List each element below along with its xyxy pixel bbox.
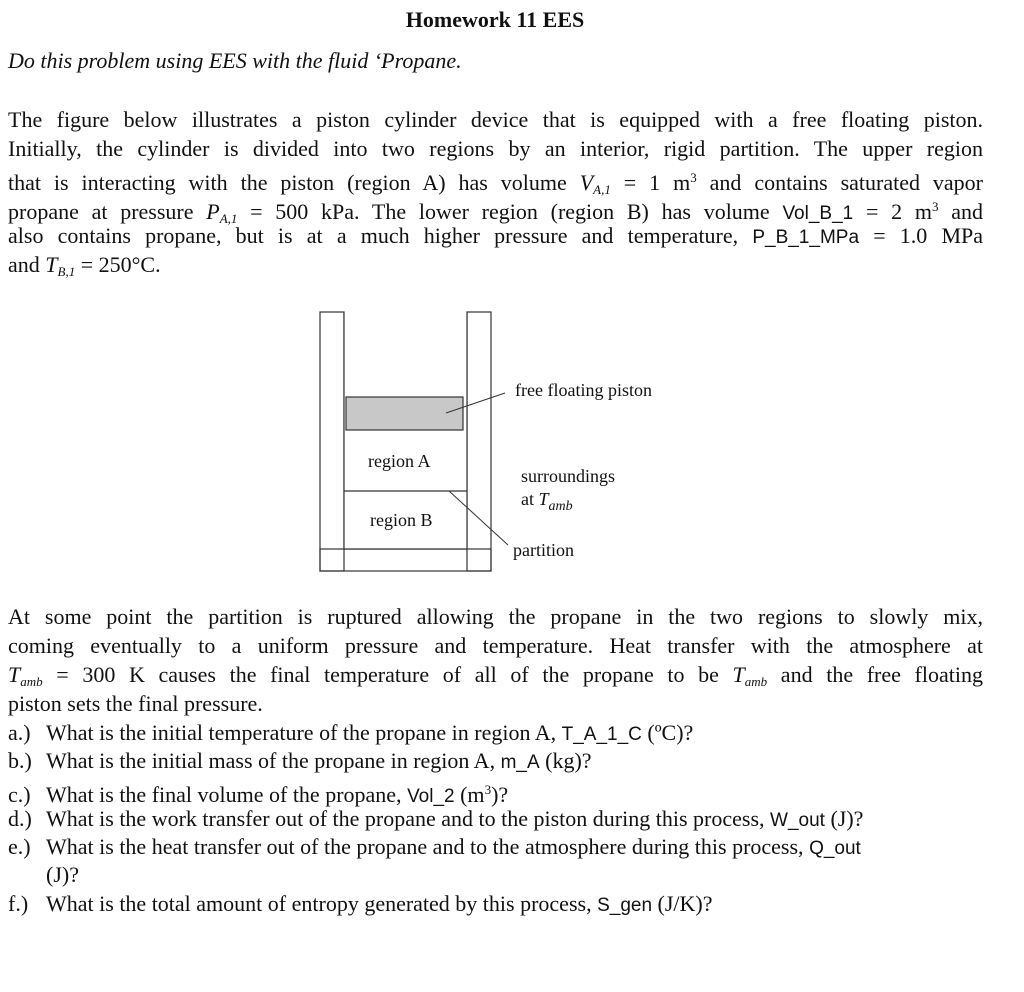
question-c: c.) What is the final volume of the propane, Vol_2 $(m^3)$? bbox=[8, 782, 509, 807]
label-region-a: region A bbox=[368, 451, 431, 471]
process-line-3: $T_{amb} = 300$ K causes the final temperature of all of the propane to be $T_{amb}$ and the free floating bbox=[8, 662, 983, 689]
statement-line-6: and $T_{B,1} = 250^\circ C$. bbox=[8, 252, 161, 279]
label-free-floating-piston: free floating piston bbox=[515, 380, 652, 400]
question-a: a.) What is the initial temperature of the propane in region A, T_A_1_C (ºC)? bbox=[8, 720, 694, 745]
question-b: b.) What is the initial mass of the propane in region A, m_A (kg)? bbox=[8, 748, 592, 773]
ees-variable: T_A_1_C bbox=[561, 724, 642, 745]
process-description bbox=[8, 602, 983, 718]
ees-variable: S_gen bbox=[597, 895, 653, 916]
ees-variable: m_A bbox=[500, 752, 540, 773]
cylinder-base bbox=[320, 549, 491, 571]
statement-line-4: propane at pressure $P_{A,1} = 500$ kPa. The lower region (region B) has volume Vol_B_1 = 2 $m^3$ and bbox=[8, 199, 983, 226]
ees-variable: Q_out bbox=[809, 838, 861, 859]
ees-variable: Vol_B_1 bbox=[782, 203, 854, 224]
free-floating-piston bbox=[346, 397, 463, 430]
statement-line-2: Initially, the cylinder is divided into two regions by an interior, rigid partition. The upper region bbox=[8, 136, 983, 161]
cylinder-left-wall bbox=[320, 312, 344, 571]
question-d: d.) What is the work transfer out of the propane and to the piston during this process, W_out (J)? bbox=[8, 806, 864, 831]
question-e: e.) What is the heat transfer out of the propane and to the atmosphere during this process, Q_out bbox=[8, 834, 861, 859]
label-partition: partition bbox=[513, 540, 574, 560]
statement-line-1: The figure below illustrates a piston cylinder device that is equipped with a free floating piston. bbox=[8, 107, 983, 132]
cylinder-right-wall bbox=[467, 312, 491, 571]
process-line-1: At some point the partition is ruptured allowing the propane in the two regions to slowly mix, bbox=[8, 604, 983, 629]
temperature-symbol: T bbox=[45, 252, 58, 277]
statement-line-5: also contains propane, but is at a much higher pressure and temperature, P_B_1_MPa = 1.0 MPa bbox=[8, 223, 984, 248]
label-at-tamb: at $T_{amb}$ bbox=[521, 489, 573, 514]
ees-variable: Vol_2 bbox=[407, 786, 455, 807]
question-f: f.) What is the total amount of entropy generated by this process, S_gen (J/K)? bbox=[8, 891, 713, 916]
label-surroundings: surroundings bbox=[521, 466, 615, 486]
pressure-symbol: P bbox=[206, 199, 220, 224]
instruction-line: Do this problem using EES with the fluid ‘Propane. bbox=[8, 48, 462, 73]
ees-variable: P_B_1_MPa bbox=[752, 227, 860, 248]
label-region-b: region B bbox=[370, 510, 433, 530]
statement-line-3: that is interacting with the piston (region A) has volume $V_{A,1} = 1$ $m^3$ and contains saturated vapor bbox=[8, 170, 983, 197]
question-e-continued: (J)? bbox=[46, 862, 79, 887]
process-line-2: coming eventually to a uniform pressure and temperature. Heat transfer with the atmosphere at bbox=[8, 633, 983, 658]
volume-symbol: V bbox=[579, 170, 594, 195]
document-title: Homework 11 EES bbox=[405, 7, 585, 32]
ees-variable: W_out bbox=[770, 810, 825, 831]
process-line-4: piston sets the final pressure. bbox=[8, 691, 263, 716]
